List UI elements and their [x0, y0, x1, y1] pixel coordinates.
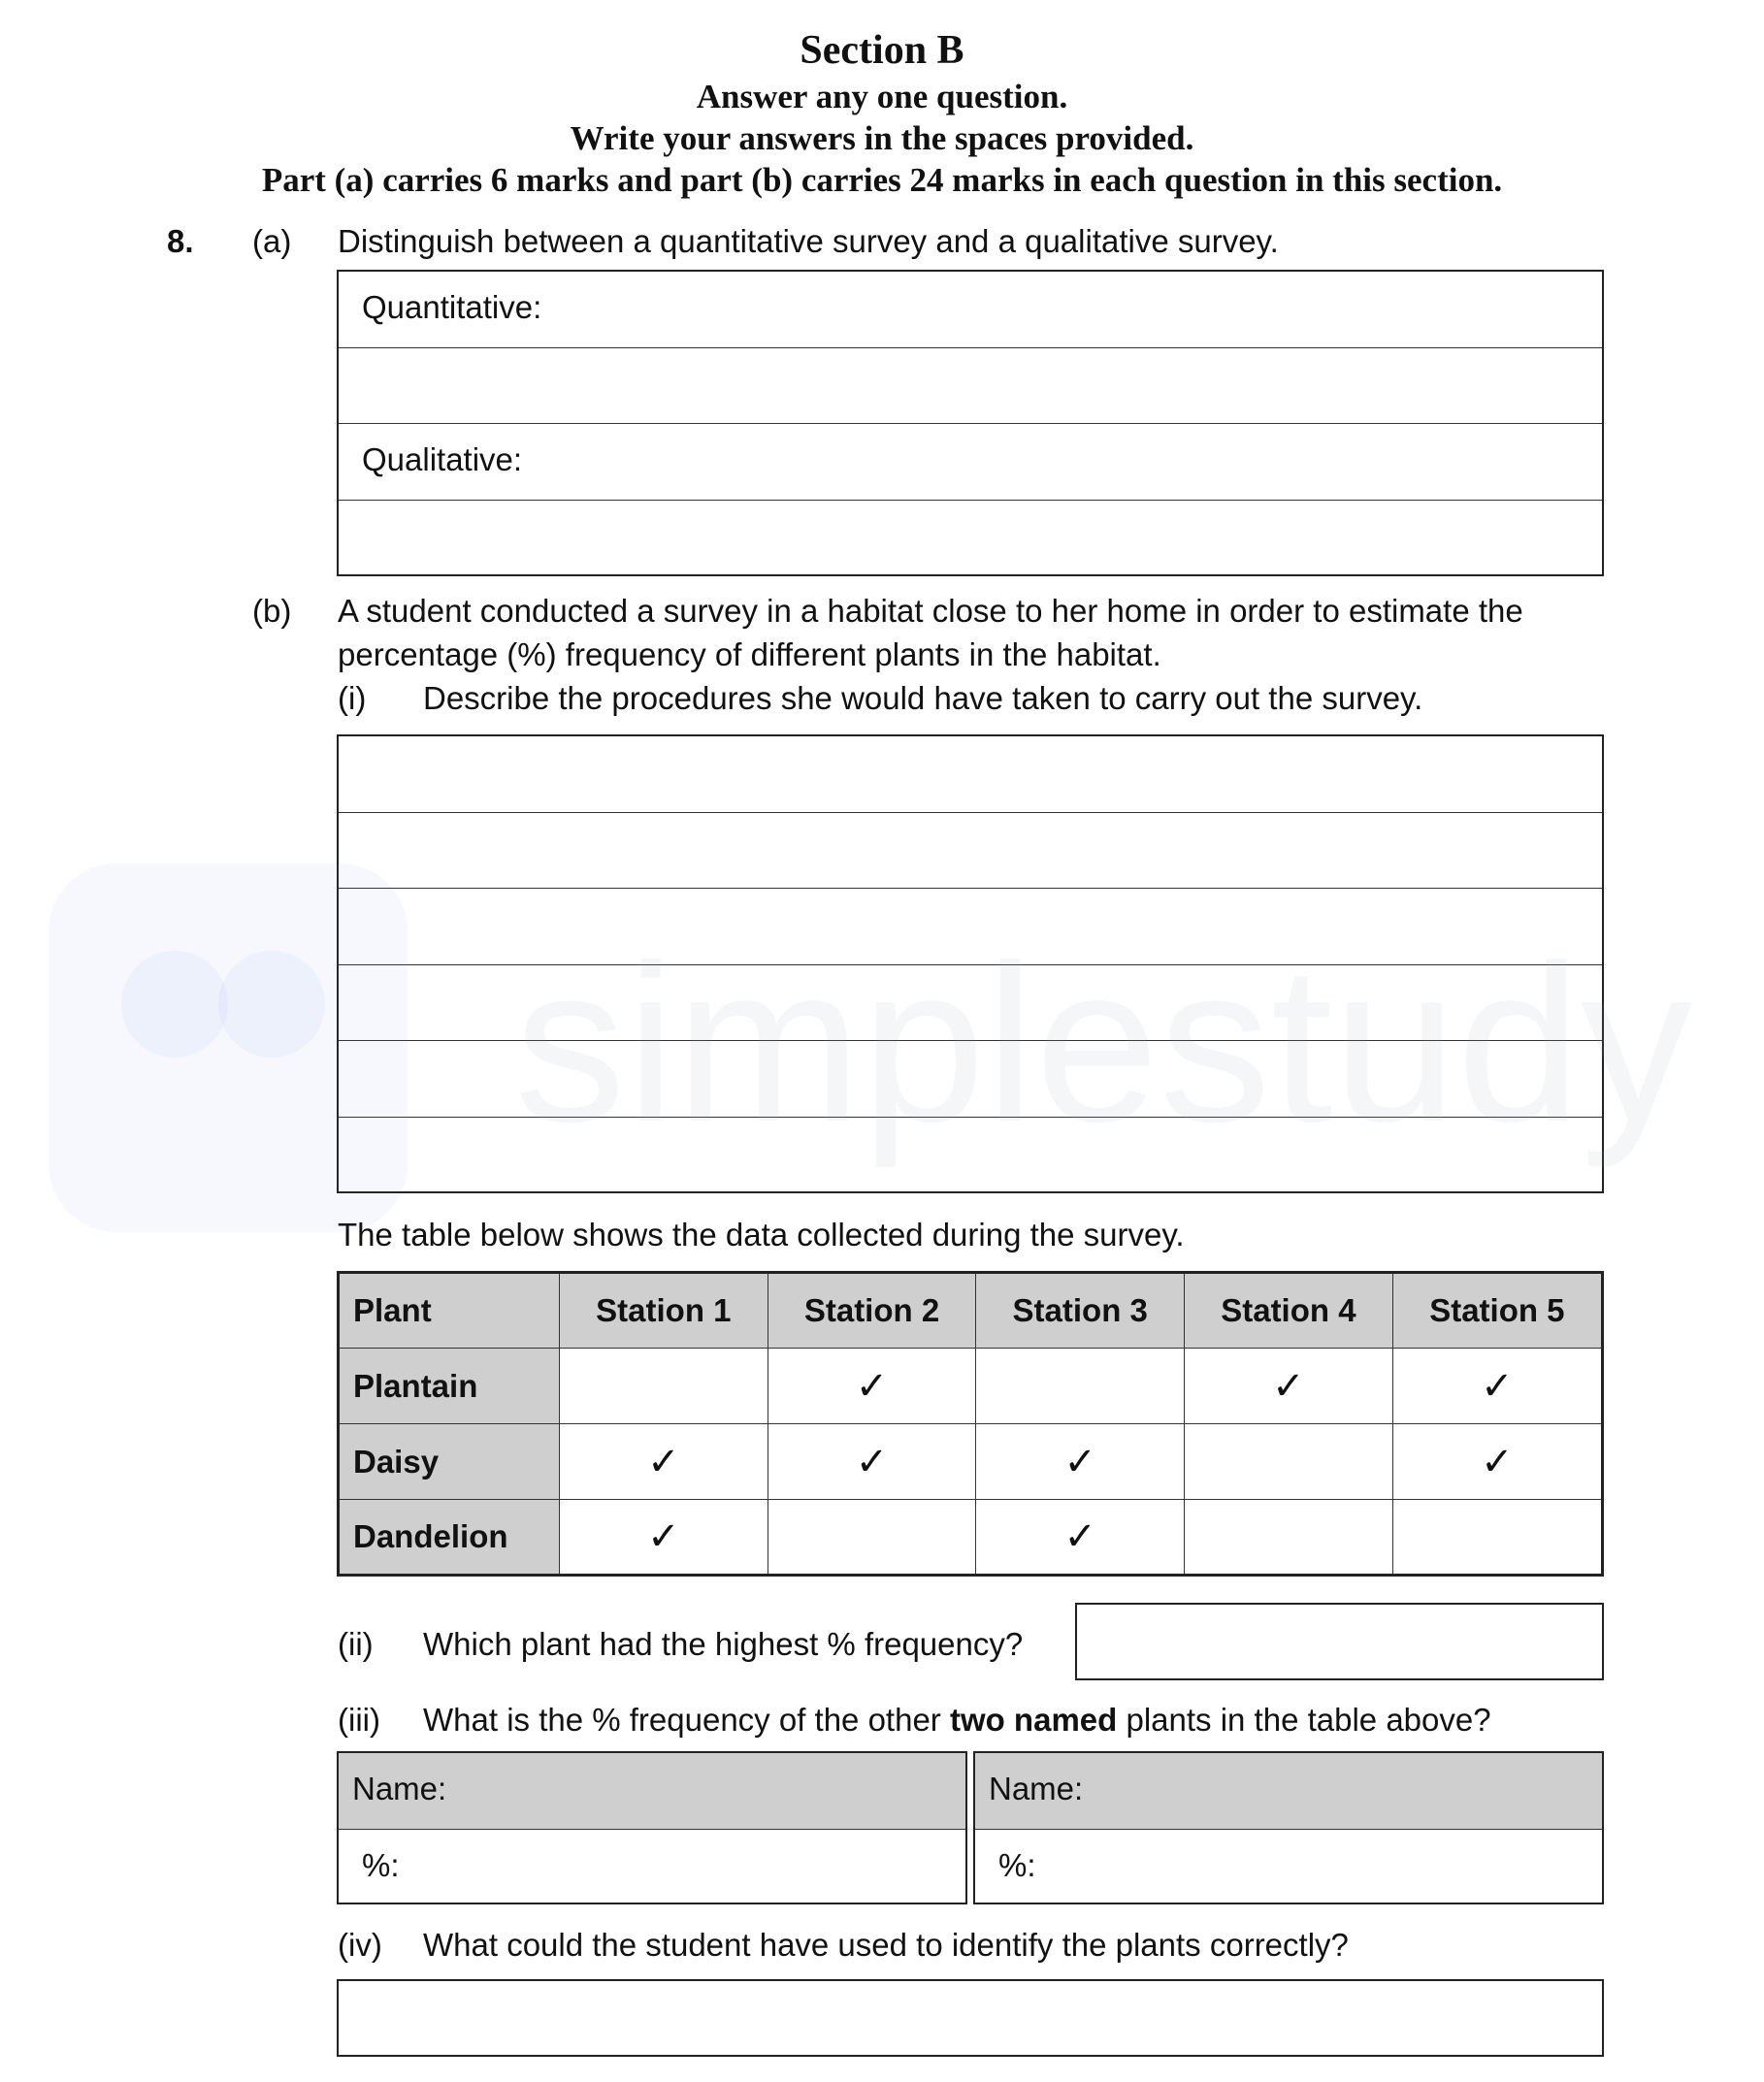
tick-mark: ✓ — [768, 1349, 976, 1424]
tick-mark: ✓ — [560, 1424, 768, 1500]
name-row[interactable] — [339, 1753, 965, 1830]
part-b-text-line-2: percentage (%) frequency of different plants in the habitat. — [338, 636, 1161, 672]
procedure-answer-line[interactable] — [339, 1041, 1602, 1118]
procedure-answer-box — [337, 734, 1604, 1193]
iii-text-pre: What is the % frequency of the other — [423, 1702, 950, 1738]
iii-text-post: plants in the table above? — [1117, 1702, 1491, 1738]
table-cell — [1392, 1500, 1602, 1576]
tick-mark: ✓ — [560, 1500, 768, 1576]
plant-name: Daisy — [339, 1424, 560, 1500]
name-label: Name: — [352, 1771, 447, 1806]
quantitative-label: Quantitative: — [362, 289, 542, 325]
part-b-i-text: Describe the procedures she would have taken to carry out the survey. — [423, 680, 1423, 716]
part-b-label: (b) — [252, 593, 292, 629]
watermark-text: simplestudy — [514, 919, 1693, 1168]
table-row — [339, 1424, 1603, 1500]
instruction-line-1: Answer any one question. — [696, 78, 1068, 115]
part-b-i-label: (i) — [338, 680, 367, 716]
header-station-2: Station 2 — [768, 1273, 976, 1349]
header-station-5: Station 5 — [1392, 1273, 1602, 1349]
qualitative-row[interactable] — [339, 424, 1602, 501]
quantitative-answer-line[interactable] — [339, 348, 1602, 425]
procedure-answer-line[interactable] — [339, 736, 1602, 813]
tick-mark: ✓ — [1185, 1349, 1393, 1424]
tick-mark: ✓ — [976, 1500, 1185, 1576]
table-cell — [976, 1349, 1185, 1424]
part-a-text: Distinguish between a quantitative survey and a qualitative survey. — [338, 223, 1279, 259]
header-station-1: Station 1 — [560, 1273, 768, 1349]
instruction-line-3: Part (a) carries 6 marks and part (b) carries 24 marks in each question in this section. — [261, 161, 1503, 199]
table-row — [339, 1500, 1603, 1576]
part-b-text-line-1: A student conducted a survey in a habitat close to her home in order to estimate the — [338, 593, 1523, 629]
tick-mark: ✓ — [1392, 1349, 1602, 1424]
plant-name: Dandelion — [339, 1500, 560, 1576]
table-cell — [1185, 1424, 1393, 1500]
procedure-answer-line[interactable] — [339, 889, 1602, 965]
tick-mark: ✓ — [976, 1424, 1185, 1500]
highest-frequency-answer-box[interactable] — [1075, 1603, 1604, 1680]
header-station-4: Station 4 — [1185, 1273, 1393, 1349]
plant-answer-box-1 — [337, 1751, 967, 1904]
part-b-iv-text: What could the student have used to identify the plants correctly? — [423, 1927, 1349, 1963]
percent-row[interactable] — [975, 1830, 1602, 1906]
part-b-ii-label: (ii) — [338, 1626, 374, 1662]
procedure-answer-line[interactable] — [339, 1118, 1602, 1194]
header-station-3: Station 3 — [976, 1273, 1185, 1349]
header-plant: Plant — [339, 1273, 560, 1349]
table-cell — [560, 1349, 768, 1424]
procedure-answer-line[interactable] — [339, 813, 1602, 890]
table-row — [339, 1349, 1603, 1424]
percent-label: %: — [998, 1846, 1036, 1883]
qualitative-label: Qualitative: — [362, 441, 523, 477]
quantitative-row[interactable] — [339, 272, 1602, 348]
plant-answer-box-2 — [973, 1751, 1604, 1904]
table-intro: The table below shows the data collected during the survey. — [338, 1217, 1185, 1252]
table-cell — [1185, 1500, 1393, 1576]
part-b-iii-text — [423, 1701, 1491, 1740]
instruction-line-2: Write your answers in the spaces provided. — [570, 119, 1194, 157]
table-header-row — [339, 1273, 1603, 1349]
identification-answer-box[interactable] — [337, 1979, 1604, 2057]
iii-text-bold: two named — [949, 1702, 1118, 1738]
part-a-answer-box — [337, 270, 1604, 576]
part-a-label: (a) — [252, 223, 292, 259]
table-cell — [768, 1500, 976, 1576]
question-number: 8. — [167, 223, 194, 259]
section-title: Section B — [800, 28, 964, 73]
part-b-iii-label: (iii) — [338, 1702, 380, 1738]
name-row[interactable] — [975, 1753, 1602, 1830]
procedure-answer-line[interactable] — [339, 965, 1602, 1042]
tick-mark: ✓ — [1392, 1424, 1602, 1500]
percent-row[interactable] — [339, 1830, 965, 1906]
part-b-ii-text: Which plant had the highest % frequency? — [423, 1626, 1024, 1662]
percent-label: %: — [362, 1846, 400, 1883]
tick-mark: ✓ — [768, 1424, 976, 1500]
qualitative-answer-line[interactable] — [339, 501, 1602, 577]
name-label: Name: — [989, 1771, 1084, 1806]
plant-name: Plantain — [339, 1349, 560, 1424]
survey-table — [337, 1271, 1604, 1577]
part-b-iv-label: (iv) — [338, 1927, 382, 1963]
